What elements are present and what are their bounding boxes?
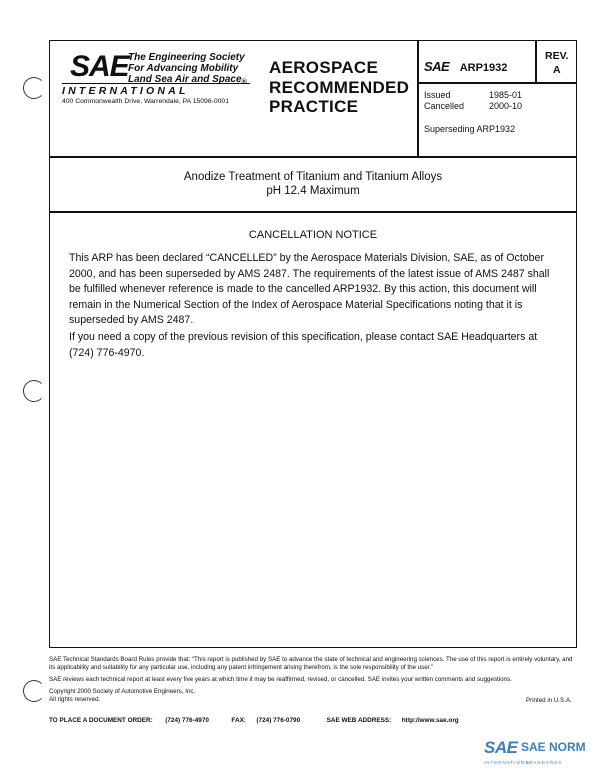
footer-rules: SAE Technical Standards Board Rules provide that: “This report is published by SAE to advance the state of technical and engineering sciences. The use of this report is entirely voluntary, and its applicability and suitability for any particular use, including any patent infringement arising therefrom, is the sole responsibility of the user.” xyxy=(49,656,573,671)
punch-hole-top xyxy=(23,77,45,99)
footer-copyright: Copyright 2000 Society of Automotive Engineers, Inc. xyxy=(49,688,196,695)
document-title xyxy=(49,170,577,198)
punch-hole-bottom xyxy=(23,680,45,702)
footer-printed: Printed in U.S.A. xyxy=(526,697,572,704)
doc-number-row xyxy=(424,58,507,76)
cancelled-label: Cancelled xyxy=(424,101,465,111)
contact-paragraph: If you need a copy of the previous revision of this specification, please contact SAE Headquarters at (724) 776-4970. xyxy=(69,331,538,359)
rev-label: REV. xyxy=(545,50,569,62)
sae-tagline: The Engineering Society For Advancing Mobility Land Sea Air and Space$_®$ xyxy=(128,52,247,86)
issued-value: 1985-01 xyxy=(489,90,523,100)
web-label: SAE WEB ADDRESS: xyxy=(326,717,392,724)
doc-number: ARP1932 xyxy=(459,62,508,74)
cancellation-heading: CANCELLATION NOTICE xyxy=(248,229,378,241)
rev-vertical-divider xyxy=(535,40,537,83)
international-label: INTERNATIONAL xyxy=(62,83,250,97)
order-phone: (724) 776-4970 xyxy=(165,717,209,724)
title-line-1: Anodize Treatment of Titanium and Titanium Alloys xyxy=(183,171,443,183)
issued-label: Issued xyxy=(424,90,451,100)
punch-hole-middle xyxy=(23,380,45,402)
title-divider xyxy=(49,211,577,213)
fax-label: FAX: xyxy=(231,717,246,724)
sae-small-logo: SAE xyxy=(424,59,450,74)
fax-phone: (724) 776-0790 xyxy=(256,717,301,724)
footer-order-row xyxy=(49,709,579,727)
cancelled-value: 2000-10 xyxy=(489,101,523,111)
watermark-text: SAE NORM xyxy=(521,740,586,754)
rev-value: A xyxy=(553,64,561,76)
footer-review: SAE reviews each technical report at least every five years at which time it may be reaffirmed, revised, or cancelled. SAE invites your written comments and suggestions. xyxy=(49,676,512,683)
title-line-2: pH 12.4 Maximum xyxy=(266,185,360,197)
cancellation-paragraph: This ARP has been declared “CANCELLED” by the Aerospace Materials Division, SAE, as of October 2000, and has been superseded by AMS 2487. The requirements of the latest issue of AMS 2487 shall be fulfilled whenever reference is made to the cancelled ARP1932. By this action, this document will remain in the Numerical Section of the Index of Aerospace Material Specifications noting that it is superseded by AMS 2487. xyxy=(69,252,550,326)
sae-norm-watermark xyxy=(484,738,596,768)
footer-rights: All rights reserved. xyxy=(49,696,101,703)
watermark-sub-left: INTERNATIONAL xyxy=(484,760,533,765)
rev-horizontal-divider xyxy=(417,82,577,84)
document-type: AEROSPACE RECOMMENDED PRACTICE xyxy=(269,58,410,116)
sae-address: 400 Commonwealth Drive, Warrendale, PA 15096-0001 xyxy=(62,98,229,105)
header-divider xyxy=(49,156,577,158)
superseding-note: Superseding ARP1932 xyxy=(424,124,516,134)
watermark-logo: SAE xyxy=(484,738,518,757)
web-url[interactable]: http://www.sae.org xyxy=(401,717,459,724)
order-label: TO PLACE A DOCUMENT ORDER: xyxy=(49,717,153,724)
sae-logo: SAE xyxy=(70,50,129,83)
watermark-sub-right: STANDARDS xyxy=(526,760,563,765)
header-vertical-divider xyxy=(417,40,419,157)
